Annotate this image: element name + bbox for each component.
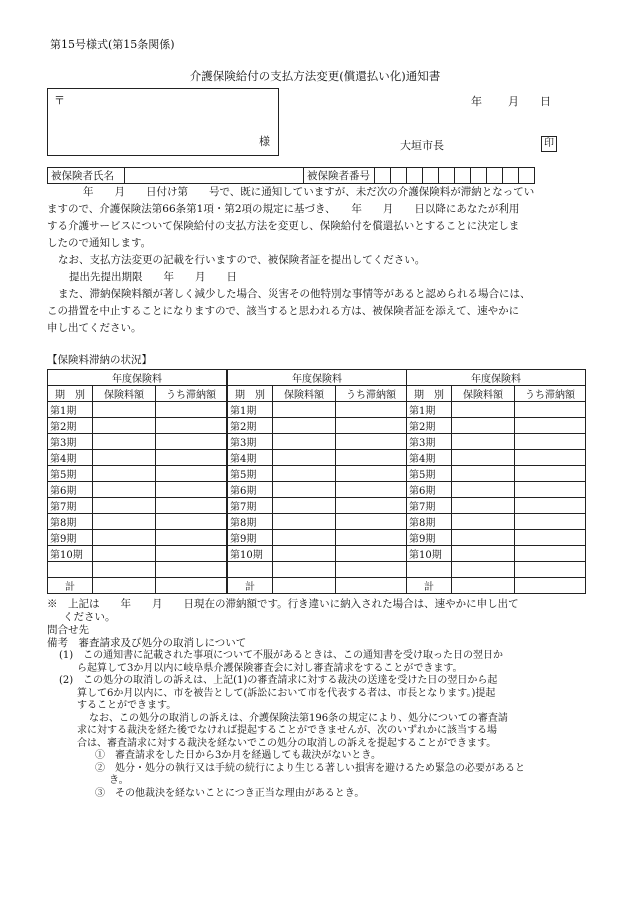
table-row [228, 514, 407, 530]
condition-line: ② 処分・処分の執行又は手続の続行により生じる著しい損害を避けるため緊急の必要があると [95, 762, 525, 774]
remark-line: (2) この処分の取消しの訴えは、上記(1)の審査請求に対する裁決の送達を受けた日の翌日から起 [59, 675, 498, 686]
overdue-cell [515, 402, 586, 418]
table-row [407, 402, 586, 418]
table-row [228, 402, 407, 418]
amount-cell [452, 418, 515, 434]
table-row [228, 434, 407, 450]
amount-cell [93, 418, 156, 434]
condition-line: ③ その他裁決を経ないことにつき正当な理由があるとき。 [95, 787, 365, 799]
amount-cell [93, 498, 156, 514]
overdue-cell [156, 466, 227, 482]
period-label: 第7期 [228, 498, 273, 514]
table-row [407, 530, 586, 546]
total-label: 計 [407, 577, 452, 593]
amount-cell [452, 402, 515, 418]
period-label: 第10期 [407, 546, 452, 562]
table-row [48, 418, 227, 434]
overdue-cell [515, 546, 586, 562]
amount-cell [273, 530, 336, 546]
table-row [228, 466, 407, 482]
overdue-cell [515, 466, 586, 482]
period-label: 第7期 [407, 498, 452, 514]
body-line: ますので、介護保険法第66条第1項・第2項の規定に基づき、 年 月 日以降にあなたが利用 [47, 203, 520, 215]
table-row [407, 434, 586, 450]
total-row [407, 577, 586, 593]
amount-cell [452, 530, 515, 546]
overdue-cell [515, 434, 586, 450]
period-label: 第5期 [407, 466, 452, 482]
amount-cell [93, 402, 156, 418]
table-row [48, 546, 227, 562]
overdue-cell [336, 498, 407, 514]
table-row [407, 546, 586, 562]
period-label: 第5期 [48, 466, 93, 482]
amount-cell [93, 546, 156, 562]
table-row [407, 450, 586, 466]
amount-cell [273, 482, 336, 498]
overdue-cell [515, 530, 586, 546]
overdue-cell [336, 546, 407, 562]
notice-body [47, 184, 583, 337]
overdue-cell [156, 482, 227, 498]
col-overdue: うち滞納額 [156, 386, 227, 402]
body-line: したので通知します。 [47, 237, 152, 249]
honorific: 様 [259, 135, 270, 148]
overdue-cell [156, 434, 227, 450]
overdue-cell [156, 514, 227, 530]
overdue-cell [336, 514, 407, 530]
date-year: 年 [471, 95, 482, 108]
period-label: 第6期 [407, 482, 452, 498]
overdue-cell [515, 498, 586, 514]
amount-cell [273, 434, 336, 450]
body-line: また、滞納保険料額が著しく減少した場合、災害その他特別な事情等があると認められる場合には、 [58, 288, 531, 300]
total-amount [452, 577, 515, 593]
table-row [48, 498, 227, 514]
remark-line: 算して6か月以内に、市を被告として(訴訟において市を代表する者は、市長となります。)提起 [77, 687, 496, 699]
insured-number-label: 被保険者番号 [304, 168, 375, 184]
overdue-cell [336, 530, 407, 546]
total-overdue [156, 577, 227, 593]
condition-line: き。 [109, 775, 129, 786]
table-row [228, 530, 407, 546]
period-label: 第1期 [228, 402, 273, 418]
insured-name-label: 被保険者氏名 [48, 168, 125, 184]
table-row [48, 482, 227, 498]
amount-cell [273, 402, 336, 418]
period-label: 第4期 [228, 450, 273, 466]
amount-cell [93, 514, 156, 530]
seal-mark: 印 [541, 136, 557, 152]
amount-cell [93, 482, 156, 498]
table-row [48, 466, 227, 482]
amount-cell [273, 498, 336, 514]
amount-cell [452, 498, 515, 514]
table-row [228, 450, 407, 466]
overdue-cell [336, 482, 407, 498]
overdue-cell [156, 546, 227, 562]
period-label: 第2期 [228, 418, 273, 434]
amount-cell [93, 530, 156, 546]
period-label: 第4期 [48, 450, 93, 466]
total-amount [273, 577, 336, 593]
amount-cell [273, 546, 336, 562]
amount-cell [93, 450, 156, 466]
table-row [407, 466, 586, 482]
status-section-title: 【保険料滞納の状況】 [47, 354, 152, 366]
col-overdue: うち滞納額 [336, 386, 407, 402]
table-row [407, 482, 586, 498]
issuer-name: 大垣市長 [400, 139, 444, 152]
table-row [228, 482, 407, 498]
period-label: 第5期 [228, 466, 273, 482]
amount-cell [452, 546, 515, 562]
remark-line: (1) この通知書に記載された事項について不服があるときは、この通知書を受け取った日の翌日か [59, 650, 503, 661]
remark-line: することができます。 [77, 700, 177, 711]
body-line: なお、支払方法変更の記載を行いますので、被保険者証を提出してください。 [58, 254, 426, 266]
table-row [228, 418, 407, 434]
year-header: 年度保険料 [228, 370, 407, 386]
period-label: 第3期 [48, 434, 93, 450]
overdue-cell [515, 450, 586, 466]
overdue-cell [515, 482, 586, 498]
amount-cell [93, 434, 156, 450]
overdue-cell [156, 418, 227, 434]
total-amount [93, 577, 156, 593]
remark-line: なお、この処分の取消しの訴えは、介護保険法第196条の規定により、処分についての審査請 [89, 712, 508, 724]
period-label: 第10期 [48, 546, 93, 562]
period-label: 第6期 [48, 482, 93, 498]
table-row [48, 402, 227, 418]
table-row [407, 498, 586, 514]
col-overdue: うち滞納額 [515, 386, 586, 402]
total-row [228, 577, 407, 593]
table-row [48, 530, 227, 546]
amount-cell [273, 466, 336, 482]
remarks-heading: 備考 審査請求及び処分の取消しについて [47, 637, 247, 649]
total-label: 計 [228, 577, 273, 593]
period-label: 第8期 [48, 514, 93, 530]
period-label: 第7期 [48, 498, 93, 514]
overdue-cell [336, 418, 407, 434]
col-amount: 保険料額 [93, 386, 156, 402]
table-row [407, 418, 586, 434]
year-header: 年度保険料 [407, 370, 586, 386]
date-month: 月 [508, 95, 519, 108]
overdue-cell [515, 514, 586, 530]
note-line: ※ 上記は 年 月 日現在の滞納額です。行き違いに納入された場合は、速やかに申し出て [47, 598, 519, 610]
total-overdue [336, 577, 407, 593]
overdue-cell [336, 402, 407, 418]
submission-deadline: 提出先提出期限 年 月 日 [69, 271, 237, 283]
col-amount: 保険料額 [273, 386, 336, 402]
remark-line: 合は、審査請求に対する裁決を経ないでこの処分の取消しの訴えを提起することができます。 [77, 737, 497, 749]
amount-cell [273, 418, 336, 434]
remark-line: ら起算して3か月以内に岐阜県介護保険審査会に対し審査請求をすることができます。 [77, 662, 463, 674]
overdue-cell [156, 530, 227, 546]
body-line: 年 月 日付け第 号で、既に通知していますが、未だ次の介護保険料が滞納となってい [83, 186, 535, 198]
note-line: ください。 [63, 611, 116, 623]
table-row [48, 514, 227, 530]
col-amount: 保険料額 [452, 386, 515, 402]
amount-cell [452, 466, 515, 482]
amount-cell [452, 482, 515, 498]
table-row [48, 434, 227, 450]
body-line: 申し出てください。 [47, 322, 142, 334]
table-row [48, 450, 227, 466]
period-label: 第3期 [407, 434, 452, 450]
insured-name-value [125, 168, 304, 184]
overdue-cell [336, 434, 407, 450]
year-header: 年度保険料 [48, 370, 227, 386]
overdue-cell [156, 450, 227, 466]
total-row [48, 577, 227, 593]
condition-line: ① 審査請求をした日から3か月を経過しても裁決がないとき。 [95, 750, 381, 761]
overdue-cell [336, 450, 407, 466]
body-line: この措置を中止することになりますので、該当すると思われる方は、被保険者証を添えて、速やかに [47, 305, 520, 317]
period-label: 第2期 [48, 418, 93, 434]
overdue-cell [156, 498, 227, 514]
premium-table [47, 369, 227, 594]
period-label: 第4期 [407, 450, 452, 466]
amount-cell [93, 466, 156, 482]
notes-section [47, 598, 587, 800]
address-box [47, 88, 279, 156]
remark-line: 求に対する裁決を経た後でなければ提起することができませんが、次のいずれかに該当する場 [77, 725, 497, 736]
table-row [228, 546, 407, 562]
amount-cell [452, 514, 515, 530]
document-title: 介護保険給付の支払方法変更(償還払い化)通知書 [189, 69, 441, 83]
insured-id-table [47, 167, 535, 184]
overdue-cell [515, 418, 586, 434]
overdue-cell [156, 402, 227, 418]
period-label: 第8期 [228, 514, 273, 530]
period-label: 第2期 [407, 418, 452, 434]
date-day: 日 [540, 95, 551, 108]
premium-table [227, 369, 407, 594]
period-label: 第3期 [228, 434, 273, 450]
table-row [228, 498, 407, 514]
col-period: 期 別 [407, 386, 452, 402]
period-label: 第9期 [407, 530, 452, 546]
amount-cell [273, 514, 336, 530]
period-label: 第8期 [407, 514, 452, 530]
period-label: 第9期 [48, 530, 93, 546]
total-overdue [515, 577, 586, 593]
col-period: 期 別 [48, 386, 93, 402]
period-label: 第1期 [407, 402, 452, 418]
overdue-cell [336, 466, 407, 482]
postal-mark: 〒 [54, 94, 65, 107]
contact-label: 問合せ先 [47, 624, 89, 636]
amount-cell [452, 434, 515, 450]
period-label: 第6期 [228, 482, 273, 498]
col-period: 期 別 [228, 386, 273, 402]
period-label: 第1期 [48, 402, 93, 418]
form-number: 第15号様式(第15条関係) [50, 38, 175, 51]
amount-cell [452, 450, 515, 466]
amount-cell [273, 450, 336, 466]
period-label: 第9期 [228, 530, 273, 546]
table-row [407, 514, 586, 530]
body-line: する介護サービスについて保険給付の支払方法を変更し、保険給付を償還払いとすることに決定しま [47, 220, 520, 232]
period-label: 第10期 [228, 546, 273, 562]
premium-table [406, 369, 586, 594]
total-label: 計 [48, 577, 93, 593]
